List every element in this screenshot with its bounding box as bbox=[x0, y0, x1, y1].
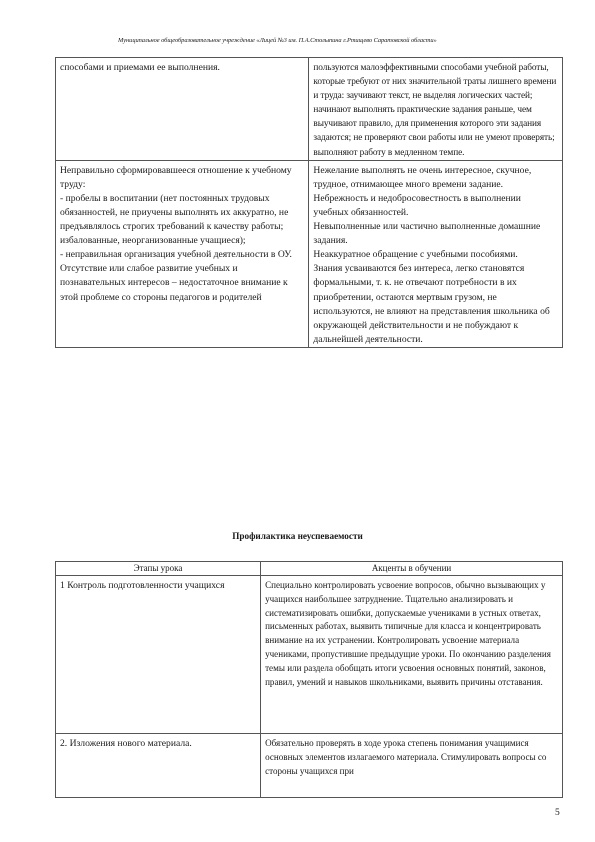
cell-paragraph: Отсутствие или слабое развитие учебных и познавательных интересов – недостаточное внимание к этой проблеме со стороны педагогов и родителей bbox=[60, 263, 288, 303]
cell-paragraph: Знания усваиваются без интереса, легко становятся формальными, т. к. не отвечают потребности в их приобретении, остаются мертвым грузом, не используются, не влияют на представления школьника об окружающей действительности и не побуждают к дальнейшей деятельности. bbox=[313, 263, 550, 345]
causes-cell-right bbox=[309, 58, 563, 161]
table-row bbox=[56, 160, 563, 347]
cell-paragraph: Нежелание выполнять не очень интересное, скучное, трудное, отнимающее много времени задание. bbox=[313, 164, 532, 190]
cell-paragraph: - пробелы в воспитании (нет постоянных трудовых обязанностей, не приучены выполнять их аккуратно, не предъявлялось строгих требований к качеству работы; избалованные, неорганизованные учащиеся); bbox=[60, 192, 289, 247]
cell-paragraph: - неправильная организация учебной деятельности в ОУ. bbox=[60, 249, 292, 261]
causes-cell-left bbox=[56, 58, 309, 161]
causes-cell-left bbox=[56, 160, 309, 347]
section-title: Профилактика неуспеваемости bbox=[232, 531, 363, 541]
table-row bbox=[56, 734, 563, 798]
column-header: Этапы урока bbox=[56, 562, 261, 576]
table-row bbox=[56, 576, 563, 734]
cell-paragraph: Небрежность и недобросовестность в выполнении учебных обязанностей. bbox=[313, 192, 521, 218]
causes-table bbox=[55, 57, 563, 348]
page-number: 5 bbox=[555, 808, 560, 818]
cell-text: способами и приемами ее выполнения. bbox=[60, 62, 220, 73]
stage-cell: 1 Контроль подготовленности учащихся bbox=[56, 576, 261, 734]
table-header-row bbox=[56, 562, 563, 576]
cell-paragraph: Невыполненные или частично выполненные домашние задания. bbox=[313, 221, 541, 247]
focus-cell: Специально контролировать усвоение вопросов, обычно вызывающих у учащихся наибольшее затруднение. Тщательно анализировать и систематизировать ошибки, допускаемые учениками в устных ответах, письменных работах, выявить типичные для класса и концентрировать внимание на их устранении. Контролировать усвоение материала учениками, пропустившие предыдущие уроки. По окончанию разделения темы или раздела обобщать итоги усвоения основных понятий, законов, правил, умений и навыков школьниками, выявить причины отставания. bbox=[261, 576, 563, 734]
causes-cell-right bbox=[309, 160, 563, 347]
column-header: Акценты в обучении bbox=[261, 562, 563, 576]
table-row bbox=[56, 58, 563, 161]
prevention-table bbox=[55, 561, 563, 798]
cell-paragraph: Неаккуратное обращение с учебными пособиями. bbox=[313, 249, 518, 261]
focus-cell: Обязательно проверять в ходе урока степень понимания учащимися основных элементов излагаемого материала. Стимулировать вопросы со стороны учащихся при bbox=[261, 734, 563, 798]
page-header: Муниципальное общеобразовательное учреждение «Лицей №3 им. П.А.Столыпина г.Ртищево Саратовской области» bbox=[118, 37, 437, 44]
cell-paragraph: Неправильно сформировавшееся отношение к учебному труду: bbox=[60, 164, 292, 190]
cell-text: пользуются малоэффективными способами учебной работы, которые требуют от них значительной траты лишнего времени и труда: заучивают текст, не выделяя логических частей; начинают выполнять практические задания раньше, чем выучивают правило, для применения которого эти задания задаются; не проверяют свои работы или не умеют проверять; выполняют работу в медленном темпе. bbox=[313, 63, 557, 158]
stage-cell: 2. Изложения нового материала. bbox=[56, 734, 261, 798]
